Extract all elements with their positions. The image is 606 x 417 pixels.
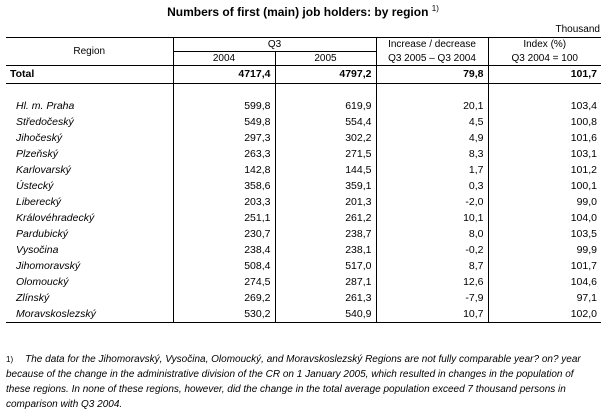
footnote	[6, 352, 598, 412]
value-2004: 203,3	[173, 194, 275, 210]
footnote-mark: 1)	[6, 355, 14, 364]
value-change: 12,6	[376, 274, 488, 290]
value-2005: 359,1	[275, 178, 376, 194]
value-change: 0,3	[376, 178, 488, 194]
region-name: Pardubický	[16, 228, 68, 240]
region-name: Karlovarský	[16, 164, 71, 176]
value-2005: 302,2	[275, 130, 376, 146]
region-name: Moravskoslezský	[6, 306, 173, 323]
value-change: 1,7	[376, 162, 488, 178]
total-label: Total	[6, 66, 173, 84]
table-row	[6, 130, 601, 146]
table-row	[6, 242, 601, 258]
q3-column-header: Q3	[173, 38, 376, 52]
header-row-1	[6, 38, 601, 52]
year-2004-header: 2004	[173, 52, 275, 66]
change-column-header: Increase / decrease	[376, 38, 488, 52]
index-column-header: Index (%)	[488, 38, 601, 52]
year-2005-header: 2005	[275, 52, 376, 66]
value-2004: 599,8	[173, 98, 275, 114]
region-name: Plzeňský	[16, 148, 59, 160]
table-row	[6, 98, 601, 114]
value-2004: 508,4	[173, 258, 275, 274]
value-2004: 251,1	[173, 210, 275, 226]
value-2004: 230,7	[173, 226, 275, 242]
value-change: 20,1	[376, 98, 488, 114]
region-name: Vysočina	[16, 244, 59, 256]
table-row	[6, 290, 601, 306]
job-holders-table	[6, 37, 601, 323]
change-subheader: Q3 2005 – Q3 2004	[376, 52, 488, 66]
value-2005: 554,4	[275, 114, 376, 130]
value-index: 101,6	[488, 130, 601, 146]
value-index: 103,5	[488, 226, 601, 242]
value-2005: 540,9	[275, 306, 376, 323]
value-index: 103,1	[488, 146, 601, 162]
value-change: 4,5	[376, 114, 488, 130]
total-2005: 4797,2	[275, 66, 376, 84]
value-index: 100,1	[488, 178, 601, 194]
value-change: -0,2	[376, 242, 488, 258]
region-name: Jihočeský	[16, 132, 63, 144]
value-2004: 274,5	[173, 274, 275, 290]
value-2005: 238,7	[275, 226, 376, 242]
value-index: 104,0	[488, 210, 601, 226]
index-subheader: Q3 2004 = 100	[488, 52, 601, 66]
value-index: 103,4	[488, 98, 601, 114]
region-name: Hl. m. Praha	[16, 100, 75, 112]
value-2004: 269,2	[173, 290, 275, 306]
value-change: 8,7	[376, 258, 488, 274]
value-2005: 261,3	[275, 290, 376, 306]
region-name: Olomoucký	[16, 276, 69, 288]
table-row	[6, 162, 601, 178]
region-name: Středočeský	[16, 116, 74, 128]
value-index: 99,9	[488, 242, 601, 258]
total-2004: 4717,4	[173, 66, 275, 84]
total-row	[6, 66, 601, 84]
table-title	[0, 4, 606, 19]
value-2005: 238,1	[275, 242, 376, 258]
value-index: 104,6	[488, 274, 601, 290]
value-2004: 358,6	[173, 178, 275, 194]
table-row	[6, 146, 601, 162]
title-text: Numbers of first (main) job holders: by region	[167, 5, 429, 19]
value-index: 99,0	[488, 194, 601, 210]
value-change: 10,1	[376, 210, 488, 226]
value-index: 102,0	[488, 306, 601, 323]
total-change: 79,8	[376, 66, 488, 84]
table-row	[6, 306, 601, 323]
value-change: 4,9	[376, 130, 488, 146]
value-2005: 261,2	[275, 210, 376, 226]
region-name: Královéhradecký	[16, 212, 95, 224]
table-row	[6, 114, 601, 130]
value-2005: 287,1	[275, 274, 376, 290]
spacer-row	[6, 84, 601, 99]
value-2005: 271,5	[275, 146, 376, 162]
value-2005: 517,0	[275, 258, 376, 274]
value-change: 8,3	[376, 146, 488, 162]
value-2004: 238,4	[173, 242, 275, 258]
region-name: Liberecký	[16, 196, 61, 208]
value-index: 101,2	[488, 162, 601, 178]
value-2005: 201,3	[275, 194, 376, 210]
table-row	[6, 258, 601, 274]
value-index: 97,1	[488, 290, 601, 306]
region-name: Zlínský	[16, 292, 50, 304]
value-2004: 297,3	[173, 130, 275, 146]
value-2005: 619,9	[275, 98, 376, 114]
value-index: 101,7	[488, 258, 601, 274]
value-2004: 142,8	[173, 162, 275, 178]
title-footnote-mark: 1)	[431, 4, 439, 13]
table-row	[6, 226, 601, 242]
value-2004: 549,8	[173, 114, 275, 130]
value-2004: 530,2	[173, 306, 275, 323]
value-change: -2,0	[376, 194, 488, 210]
value-2004: 263,3	[173, 146, 275, 162]
total-index: 101,7	[488, 66, 601, 84]
value-change: 10,7	[376, 306, 488, 323]
region-column-header: Region	[6, 38, 173, 66]
value-2005: 144,5	[275, 162, 376, 178]
value-change: 8,0	[376, 226, 488, 242]
footnote-text: The data for the Jihomoravský, Vysočina, Olomoucký, and Moravskoslezský Regions are not fully comparable year? on? year because of the change in the administrative division of the CR on 1 January 2005, which resulted in changes in the population of these regions. In none of these regions, however, did the change in the total average population exceed 7 thousand persons in comparison with Q3 2004.	[6, 354, 581, 410]
table-row	[6, 194, 601, 210]
value-change: -7,9	[376, 290, 488, 306]
table-row	[6, 210, 601, 226]
unit-label: Thousand	[555, 24, 600, 35]
table-row	[6, 178, 601, 194]
region-name: Jihomoravský	[16, 260, 81, 272]
value-index: 100,8	[488, 114, 601, 130]
region-name: Ústecký	[16, 180, 54, 192]
table-row	[6, 274, 601, 290]
